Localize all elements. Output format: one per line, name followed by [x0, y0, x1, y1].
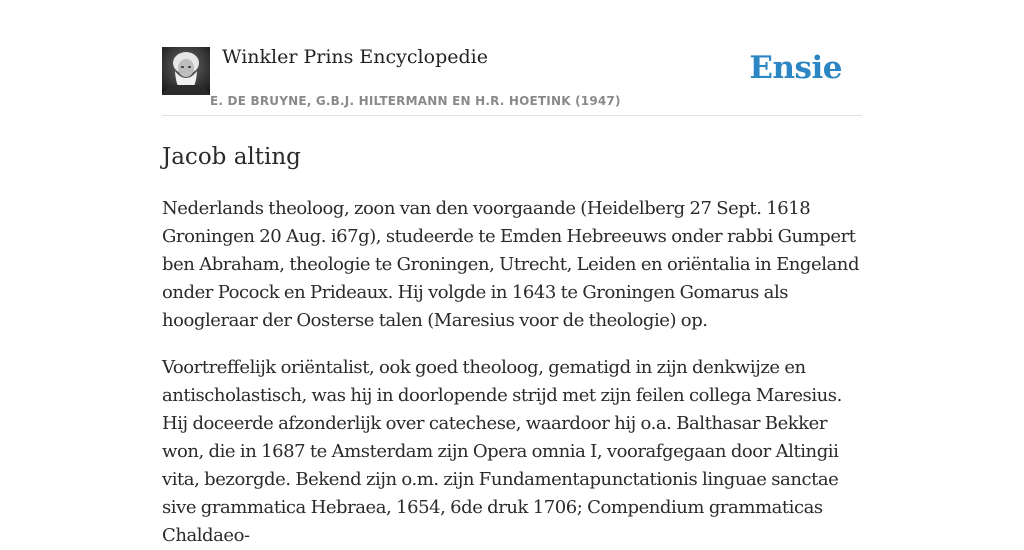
source-authors: E. DE BRUYNE, G.B.J. HILTERMANN EN H.R. HOETINK (1947)	[210, 94, 621, 108]
article-paragraph: Nederlands theoloog, zoon van den voorgaande (Heidelberg 27 Sept. 1618 Groningen 20 Aug. i67g), studeerde te Emden Hebreeuws onder rabbi Gumpert ben Abraham, theologie te Groningen, Utrecht, Leiden en oriëntalia in Engeland onder Pocock en Prideaux. Hij volgde in 1643 te Groningen Gomarus als hoogleraar der Oosterse talen (Maresius voor de theologie) op.	[162, 198, 860, 331]
article-title: Jacob alting	[162, 144, 301, 170]
article-paragraph: Voortreffelijk oriëntalist, ook goed theoloog, gematigd in zijn denkwijze en antischolastisch, was hij in doorlopende strijd met zijn feilen collega Maresius. Hij doceerde afzonderlijk over catechese, waardoor hij o.a. Balthasar Bekker won, die in 1687 te Amsterdam zijn Opera omnia I, voorafgegaan door Altingii vita, bezorgde. Bekend zijn o.m. zijn Fundamentapunctationis linguae sanctae sive grammatica Hebraea, 1654, 6de druk 1706; Compendium grammaticas Chaldaeo-	[162, 357, 842, 546]
brand-logo-link[interactable]: Ensie	[749, 50, 842, 86]
source-header	[162, 0, 862, 116]
author-portrait-icon	[162, 47, 210, 95]
content-column	[162, 0, 862, 550]
source-title: Winkler Prins Encyclopedie	[222, 46, 488, 68]
